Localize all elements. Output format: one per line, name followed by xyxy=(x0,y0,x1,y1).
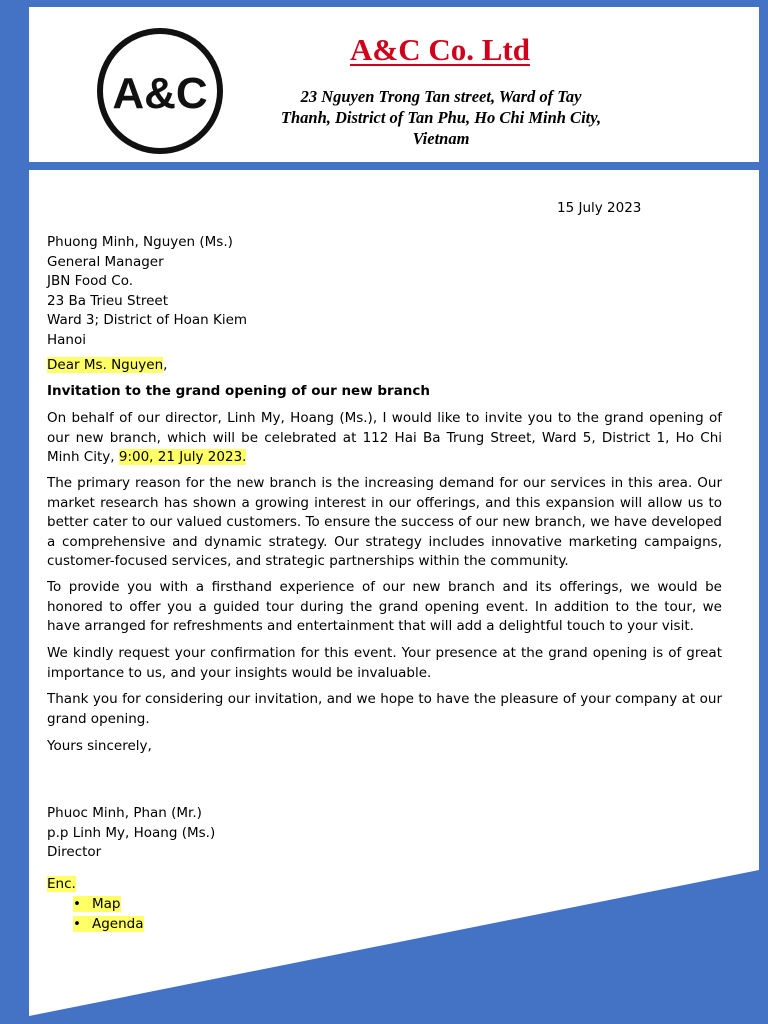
paragraph-invitation xyxy=(47,409,722,468)
bullet-icon: • xyxy=(73,916,81,932)
list-item: • Agenda xyxy=(73,915,144,935)
recipient-line: Ward 3; District of Hoan Kiem xyxy=(47,312,248,329)
enclosure-label: Enc. xyxy=(47,876,76,892)
recipient-line: JBN Food Co. xyxy=(47,273,134,290)
signature-line: Phuoc Minh, Phan (Mr.) xyxy=(47,805,202,821)
address-line: 23 Nguyen Trong Tan street, Ward of Tay xyxy=(300,87,582,106)
address-line: Thanh, District of Tan Phu, Ho Chi Minh City, xyxy=(280,108,602,127)
event-datetime: 9:00, 21 July 2023. xyxy=(118,449,247,466)
company-address xyxy=(253,86,629,149)
list-item: • Map xyxy=(73,895,144,915)
salutation-punct: , xyxy=(163,357,168,373)
subject-line: Invitation to the grand opening of our new branch xyxy=(47,383,431,399)
letter-date: 15 July 2023 xyxy=(557,200,642,216)
recipient-line: Phuong Minh, Nguyen (Ms.) xyxy=(47,234,233,250)
address-line: Vietnam xyxy=(412,129,470,148)
closing: Yours sincerely, xyxy=(47,738,152,754)
salutation-name: Dear Ms. Nguyen xyxy=(47,357,164,373)
salutation xyxy=(47,356,167,376)
recipient-line: 23 Ba Trieu Street xyxy=(47,292,169,309)
signature-line: Director xyxy=(47,844,102,861)
letterhead xyxy=(29,7,759,162)
enclosure-list xyxy=(73,895,144,935)
recipient-line: Hanoi xyxy=(47,331,86,348)
letter-body xyxy=(29,170,759,1016)
company-logo xyxy=(95,26,225,156)
paragraph-reason: The primary reason for the new branch is the increasing demand for our services in this area. Our market research has shown a growing interest in our offerings, and this expansion will allow us to better cater to our valued customers. To ensure the success of our new branch, we have developed a comprehensive and dynamic strategy. Our strategy includes innovative marketing campaigns, customer-focused services, and strategic partnerships within the community. xyxy=(47,475,722,570)
bullet-icon: • xyxy=(73,896,81,912)
logo-text: A&C xyxy=(112,69,208,118)
company-name: A&C Co. Ltd xyxy=(350,32,530,67)
paragraph-confirmation: We kindly request your confirmation for this event. Your presence at the grand opening is of great importance to us, and your insights would be invaluable. xyxy=(47,645,722,681)
recipient-address xyxy=(47,233,247,351)
recipient-line: General Manager xyxy=(47,253,164,270)
signature-block xyxy=(47,804,215,863)
paragraph-thanks: Thank you for considering our invitation, and we hope to have the pleasure of your company at our grand opening. xyxy=(47,691,722,727)
invitation-text: On behalf of our director, Linh My, Hoang (Ms.), I would like to invite you to the grand opening of our new branch, which will be celebrated at 112 Hai Ba Trung Street, Ward 5, District 1, Ho Chi Minh City, xyxy=(47,410,722,466)
signature-line: p.p Linh My, Hoang (Ms.) xyxy=(47,824,216,841)
paragraph-tour: To provide you with a firsthand experience of our new branch and its offerings, we would be honored to offer you a guided tour during the grand opening event. In addition to the tour, we have arranged for refreshments and entertainment that will add a delightful touch to your visit. xyxy=(47,579,722,635)
